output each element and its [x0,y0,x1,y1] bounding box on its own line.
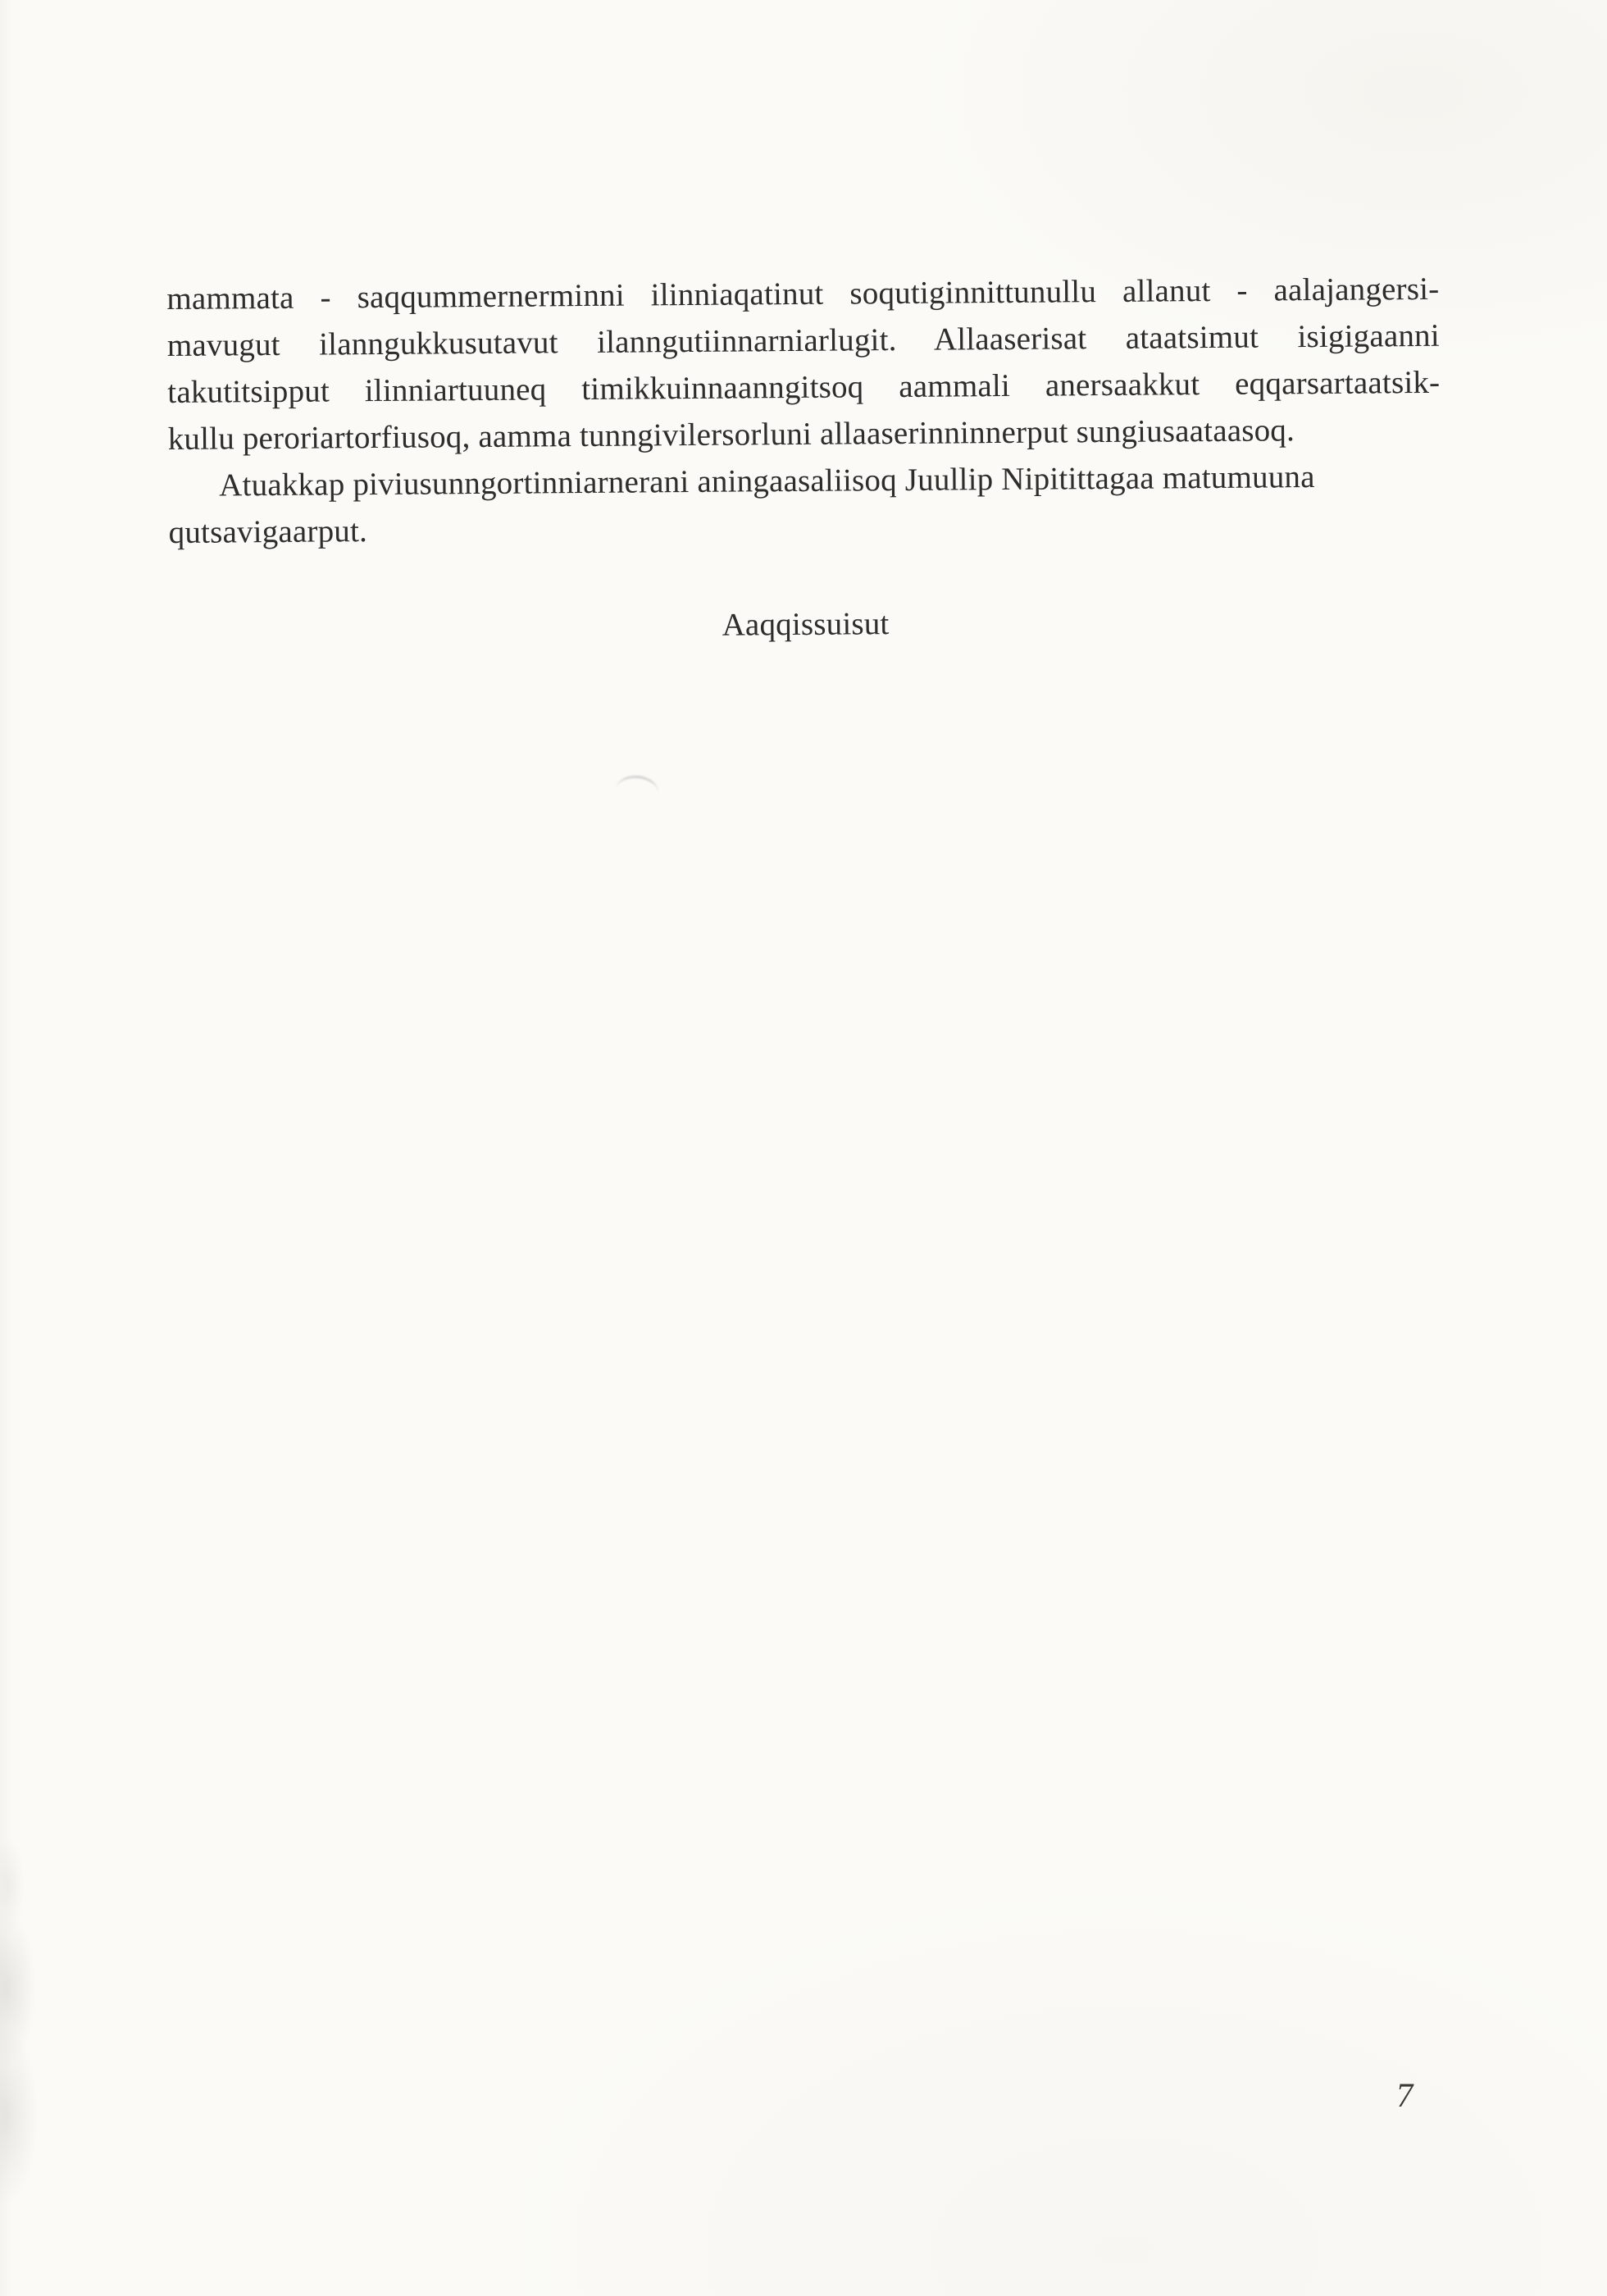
paragraph2-line-1: Atuakkap piviusunngortinniarnerani aningaasaliisoq Juullip Nipitittagaa matumuuna [219,459,1315,503]
paragraph1-line-3: takutitsipput ilinniartuuneq timikkuinnaanngitsoq aammali anersaakkut eqqarsartaatsik- [167,364,1441,411]
page-number: 7 [1394,2077,1416,2115]
signature-aaqqissuisut: Aaqqissuisut [722,606,890,643]
paragraph2-line-2: qutsavigaarput. [168,513,368,550]
paragraph1-line-1: mammata - saqqummernerminni ilinniaqatinut soqutiginnittunullu allanut - aalajangersi- [166,271,1440,317]
paragraph1-line-4: kullu peroriartorfiusoq, aamma tunngivilersorluni allaaserinninnerput sungiusaataasoq. [167,412,1295,458]
body-text [166,266,1442,653]
paragraph1-line-2: mavugut ilanngukkusutavut ilanngutiinnarniarlugit. Allaaserisat ataatsimut isigigaanni [166,317,1440,364]
